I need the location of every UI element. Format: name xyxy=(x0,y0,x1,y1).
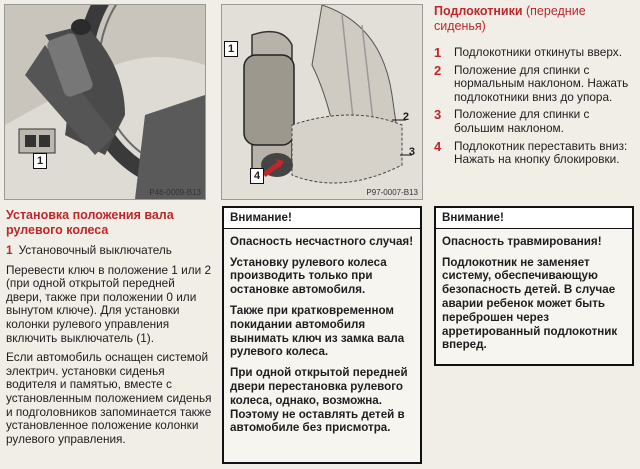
warning-paragraph-3: Также при кратковременном покидании автомобиля вынимать ключ из замка вала рулевого колеса. xyxy=(230,303,405,359)
item-number: 1 xyxy=(6,243,13,257)
steering-heading: Установка положения вала рулевого колеса xyxy=(6,208,174,237)
armrest-section xyxy=(434,4,634,171)
warning-box-steering xyxy=(222,206,422,464)
figure-callout-1: 1 xyxy=(224,41,238,57)
figure-callout-1: 1 xyxy=(33,153,47,169)
item-number: 3 xyxy=(434,107,442,123)
warning-title: Внимание! xyxy=(436,208,632,229)
figure-code: P97-0007-B13 xyxy=(366,188,418,197)
armrest-item-3 xyxy=(434,108,634,135)
warning-title: Внимание! xyxy=(224,208,420,229)
warning-paragraph-1: Опасность травмирования! xyxy=(442,234,602,248)
figure-callout-4: 4 xyxy=(250,168,264,184)
steering-paragraph-1: Перевести ключ в положение 1 или 2 (при одной открытой передней двери, также при положении 0 или вынутом ключе). Для установки колонки рулевого управления включить выключатель (1). xyxy=(6,262,212,345)
armrest-item-2 xyxy=(434,64,634,105)
figure-callout-3: 3 xyxy=(408,146,415,158)
steering-item xyxy=(6,244,212,258)
warning-paragraph-4: При одной открытой передней двери перестановка рулевого колеса, однако, возможна. Поэтому не оставлять детей в автомобиле без присмотра. xyxy=(230,366,408,435)
warning-paragraph-2: Подлокотник не заменяет систему, обеспечивающую безопасность детей. В случае аварии ребенок может быть переброшен через арретированный подлокотник вперед. xyxy=(442,255,618,352)
figure-callout-2: 2 xyxy=(402,111,409,123)
item-text: Подлокотники откинуты вверх. xyxy=(454,45,622,59)
item-number: 2 xyxy=(434,62,442,78)
armrest-heading xyxy=(434,4,634,34)
steering-section xyxy=(6,208,212,452)
armrest-heading-main: Подлокотники xyxy=(434,4,523,18)
armrest-item-4 xyxy=(434,140,634,167)
warning-paragraph-2: Установку рулевого колеса производить только при остановке автомобиля. xyxy=(230,255,387,297)
warning-paragraph-1: Опасность несчастного случая! xyxy=(230,234,414,248)
item-text: Установочный выключатель xyxy=(18,243,172,257)
item-text: Положение для спинки с нормальным наклоном. Нажать подлокотники вниз до упора. xyxy=(454,62,629,104)
steering-column-illustration xyxy=(5,5,205,199)
armrest-item-1 xyxy=(434,46,634,60)
item-number: 4 xyxy=(434,138,442,154)
warning-box-armrest xyxy=(434,206,634,366)
item-number: 1 xyxy=(434,45,442,60)
armrest-heading-suffix: (передние сиденья) xyxy=(434,4,586,33)
figure-code: P46-0009-B13 xyxy=(149,188,201,197)
steering-column-figure xyxy=(4,4,206,200)
steering-paragraph-2: Если автомобиль оснащен системой электрич. установки сиденья водителя и памятью, вместе с установленным положением сиденья и подголовников запоминается также установленное положение колонки рулевого управления. xyxy=(6,350,212,446)
item-text: Подлокотник переставить вниз: Нажать на кнопку блокировки. xyxy=(454,138,628,167)
armrest-figure xyxy=(221,4,423,200)
item-text: Положение для спинки с большим наклоном. xyxy=(454,107,590,135)
